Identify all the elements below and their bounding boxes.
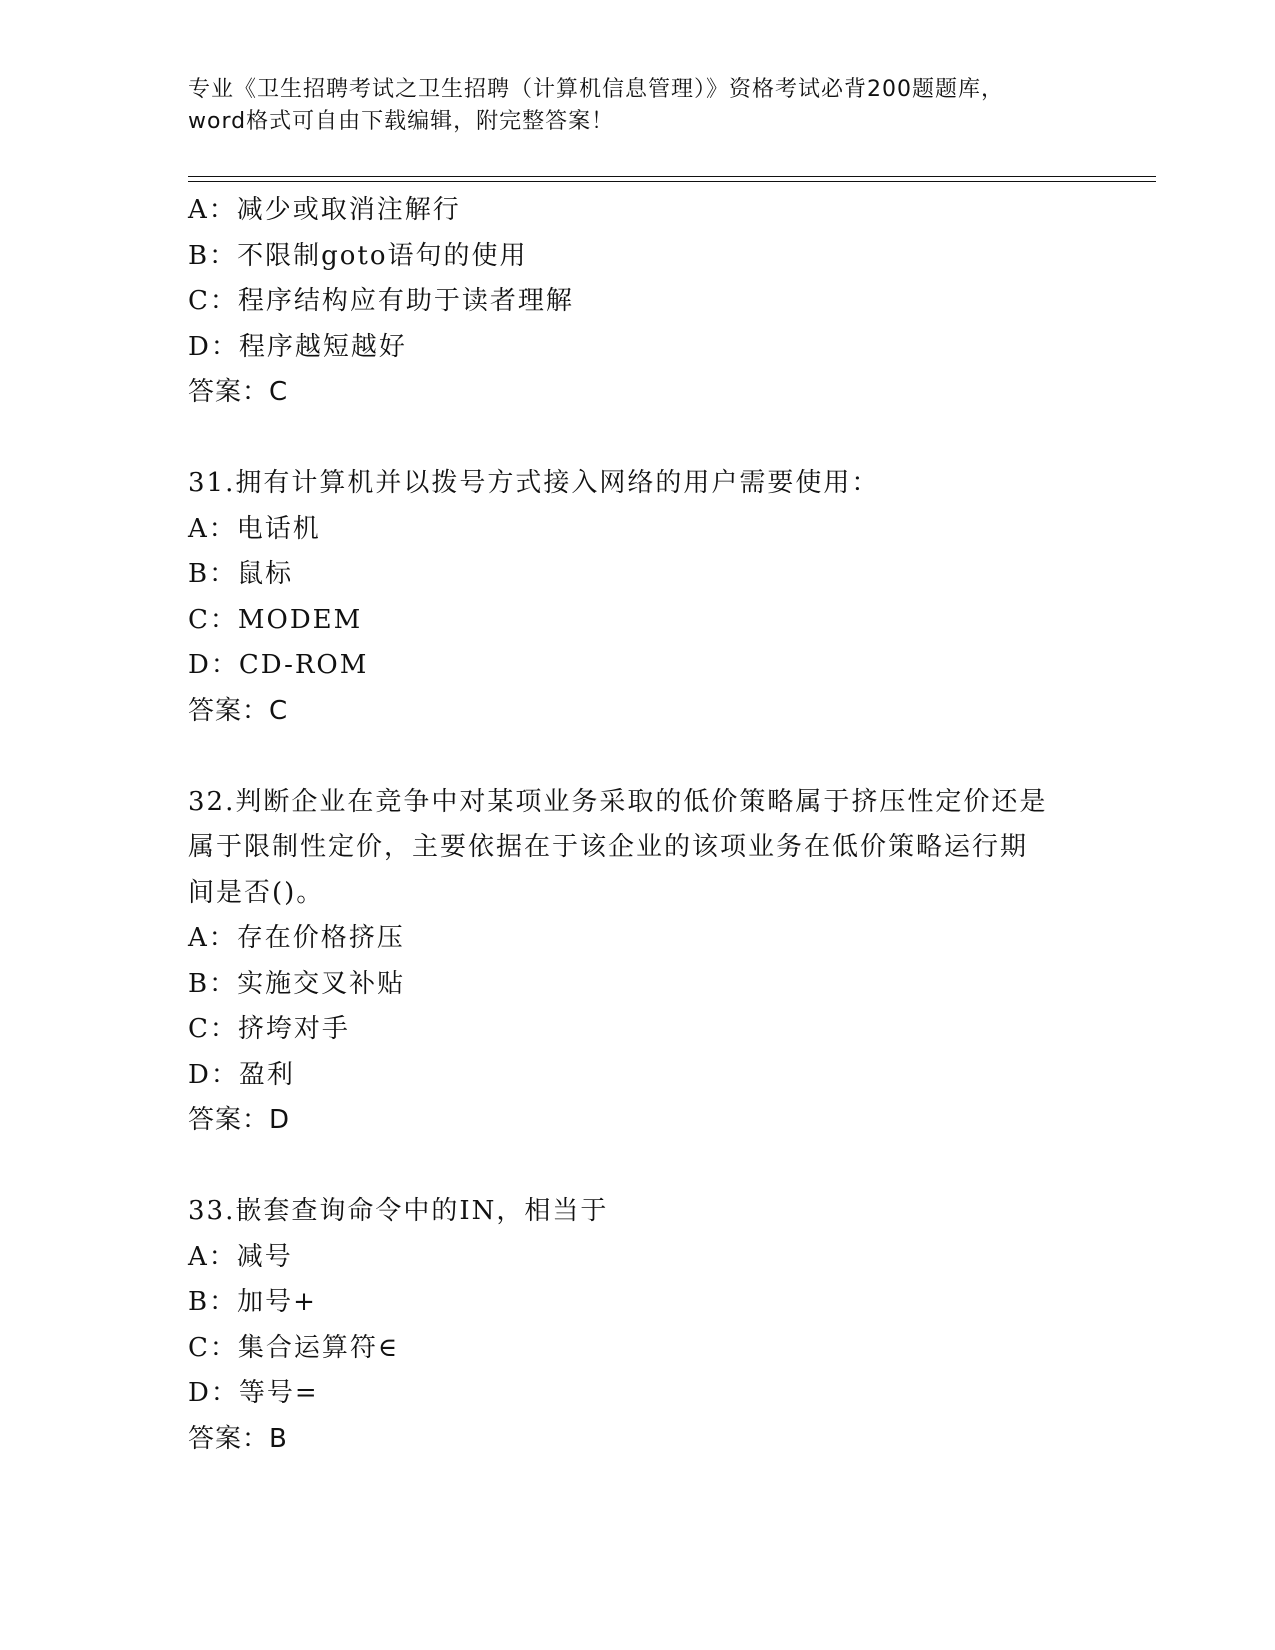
spacer [188,1144,1088,1190]
answer-label: 答案：D [188,1105,291,1135]
question-stem: 31.拥有计算机并以拨号方式接入网络的用户需要使用： [188,468,880,498]
spacer [188,734,1088,780]
answer-label: 答案：C [188,377,289,407]
document-header [188,74,1108,138]
question-list [188,188,1088,1462]
option-d: D：CD-ROM [188,650,369,680]
question-stem-line-2: 属于限制性定价，主要依据在于该企业的该项业务在低价策略运行期 [188,832,1029,862]
option-b: B：实施交叉补贴 [188,968,406,999]
header-title-line-2: word格式可自由下载编辑，附完整答案！ [188,109,615,134]
question-31 [188,461,1088,734]
option-a: A：电话机 [188,513,321,544]
header-title-line-1: 专业《卫生招聘考试之卫生招聘（计算机信息管理）》资格考试必背200题题库， [188,77,1004,102]
answer-label: 答案：B [188,1423,288,1454]
question-stem: 33.嵌套查询命令中的IN，相当于 [188,1196,609,1226]
option-a: A：减少或取消注解行 [188,195,461,225]
option-b: B：鼠标 [188,559,294,589]
option-c: C：程序结构应有助于读者理解 [188,286,574,316]
question-30 [188,188,1088,416]
option-c: C：挤垮对手 [188,1014,350,1044]
option-c: C：集合运算符∈ [188,1332,400,1363]
option-d: D：盈利 [188,1059,295,1090]
question-stem-line-3: 间是否()。 [188,877,325,908]
option-a: A：存在价格挤压 [188,923,405,953]
question-33 [188,1189,1088,1462]
question-stem-line-1: 32.判断企业在竞争中对某项业务采取的低价策略属于挤压性定价还是 [188,786,1048,817]
option-b: B：加号+ [188,1287,317,1317]
header-rule-top [188,176,1156,177]
option-b: B：不限制goto语句的使用 [188,240,528,271]
answer-label: 答案：C [188,695,289,726]
option-d: D：程序越短越好 [188,331,407,362]
spacer [188,416,1088,462]
header-rule-bottom [188,181,1156,182]
option-a: A：减号 [188,1241,293,1272]
option-c: C：MODEM [188,604,363,635]
question-32 [188,780,1088,1144]
option-d: D：等号= [188,1378,319,1408]
